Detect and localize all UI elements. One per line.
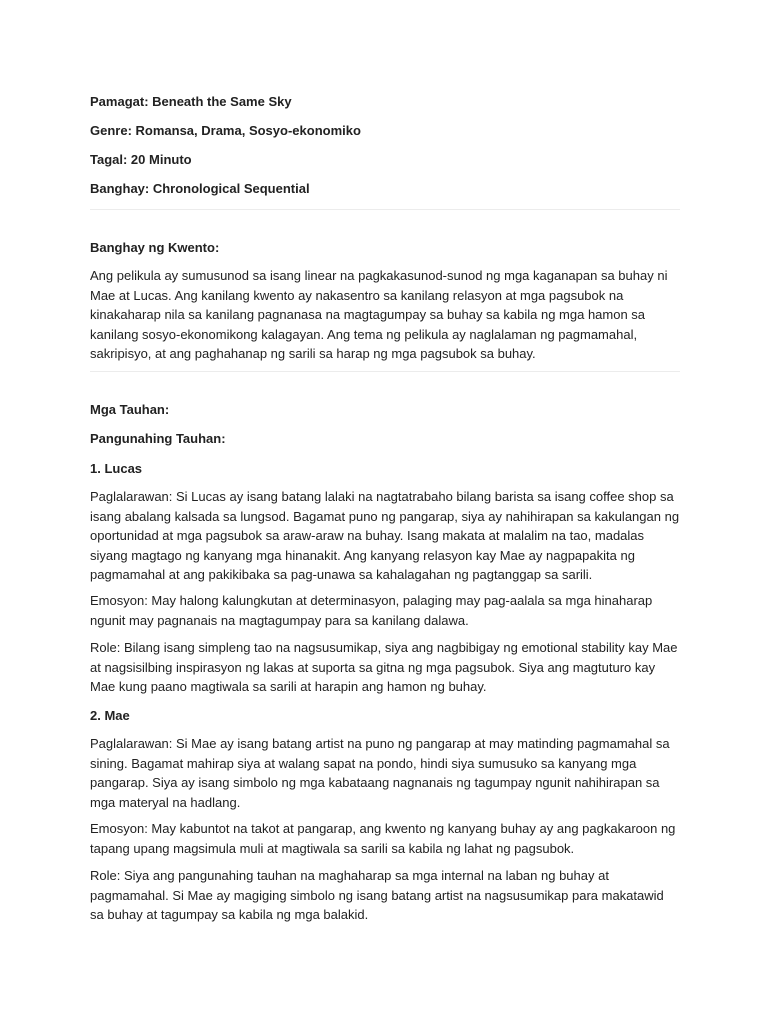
character-lucas-description: Paglalarawan: Si Lucas ay isang batang lalaki na nagtatrabaho bilang barista sa isang coffee shop sa isang abalang kalsada sa lungsod. Bagamat puno ng pangarap, siya ay nahihirapan sa kakulangan ng oportunidad at mga pagsubok sa araw-araw na buhay. Isang makata at malalim na tao, madalas siyang magtago ng kanyang mga hinanakit. Ang kanyang relasyon kay Mae ay nagpapakita ng pagmamahal at ang pakikibaka sa pag-unawa sa kahalagahan ng pagtanggap sa sarili. <box>90 489 680 582</box>
character-lucas-emotion: Emosyon: May halong kalungkutan at determinasyon, palaging may pag-aalala sa mga hinaharap ngunit may pagnanais na magtagumpay para sa kanilang dalawa. <box>90 593 653 628</box>
character-lucas-name: 1. Lucas <box>90 461 143 476</box>
character-lucas-role: Role: Bilang isang simpleng tao na nagsusumikap, siya ang nagbibigay ng emotional stability kay Mae at nagsisilbing inspirasyon ng lakas at suporta sa gitna ng mga pagsubok. Siya ang magtuturo kay Mae kung paano magtiwala sa sarili at harapin ang hamon ng buhay. <box>90 640 678 694</box>
film-structure: Banghay: Chronological Sequential <box>90 181 310 196</box>
character-mae-description: Paglalarawan: Si Mae ay isang batang artist na puno ng pangarap at may matinding pagmamahal sa sining. Bagamat mahirap siya at walang sapat na pondo, hindi siya sumusuko sa kanyang mga pangarap. Siya ay isang simbolo ng mga kabataang nagnanais ng tagumpay ngunit nahihirapan sa mga materyal na hadlang. <box>90 736 670 810</box>
main-characters-heading: Pangunahing Tauhan: <box>90 431 226 446</box>
plot-paragraph: Ang pelikula ay sumusunod sa isang linear na pagkakasunod-sunod ng mga kaganapan sa buhay ni Mae at Lucas. Ang kanilang kwento ay nakasentro sa kanilang relasyon at mga pagsubok na kinakaharap nila sa kanilang pagnanasa na magtagumpay sa buhay sa kabila ng mga hamon sa kanilang sosyo-ekonomikong kalagayan. Ang tema ng pelikula ay naglalaman ng pagmamahal, sakripisyo, at ang paghahanap ng sarili sa harap ng mga pagsubok sa buhay. <box>90 268 668 361</box>
section-divider <box>90 209 680 210</box>
character-mae-role: Role: Siya ang pangunahing tauhan na maghaharap sa mga internal na laban ng buhay at pagmamahal. Si Mae ay magiging simbolo ng isang batang artist na nagsusumikap para makatawid sa buhay at tagumpay sa kabila ng mga balakid. <box>90 868 664 922</box>
film-genre: Genre: Romansa, Drama, Sosyo-ekonomiko <box>90 123 361 138</box>
plot-heading: Banghay ng Kwento: <box>90 240 220 255</box>
character-mae-name: 2. Mae <box>90 708 130 723</box>
character-mae-emotion: Emosyon: May kabuntot na takot at pangarap, ang kwento ng kanyang buhay ay ang pagkakaroon ng tapang upang magsimula muli at magtiwala sa sarili sa kabila ng lahat ng pagsubok. <box>90 821 676 856</box>
film-duration: Tagal: 20 Minuto <box>90 152 192 167</box>
film-title: Pamagat: Beneath the Same Sky <box>90 94 292 109</box>
characters-heading: Mga Tauhan: <box>90 402 170 417</box>
section-divider <box>90 371 680 372</box>
